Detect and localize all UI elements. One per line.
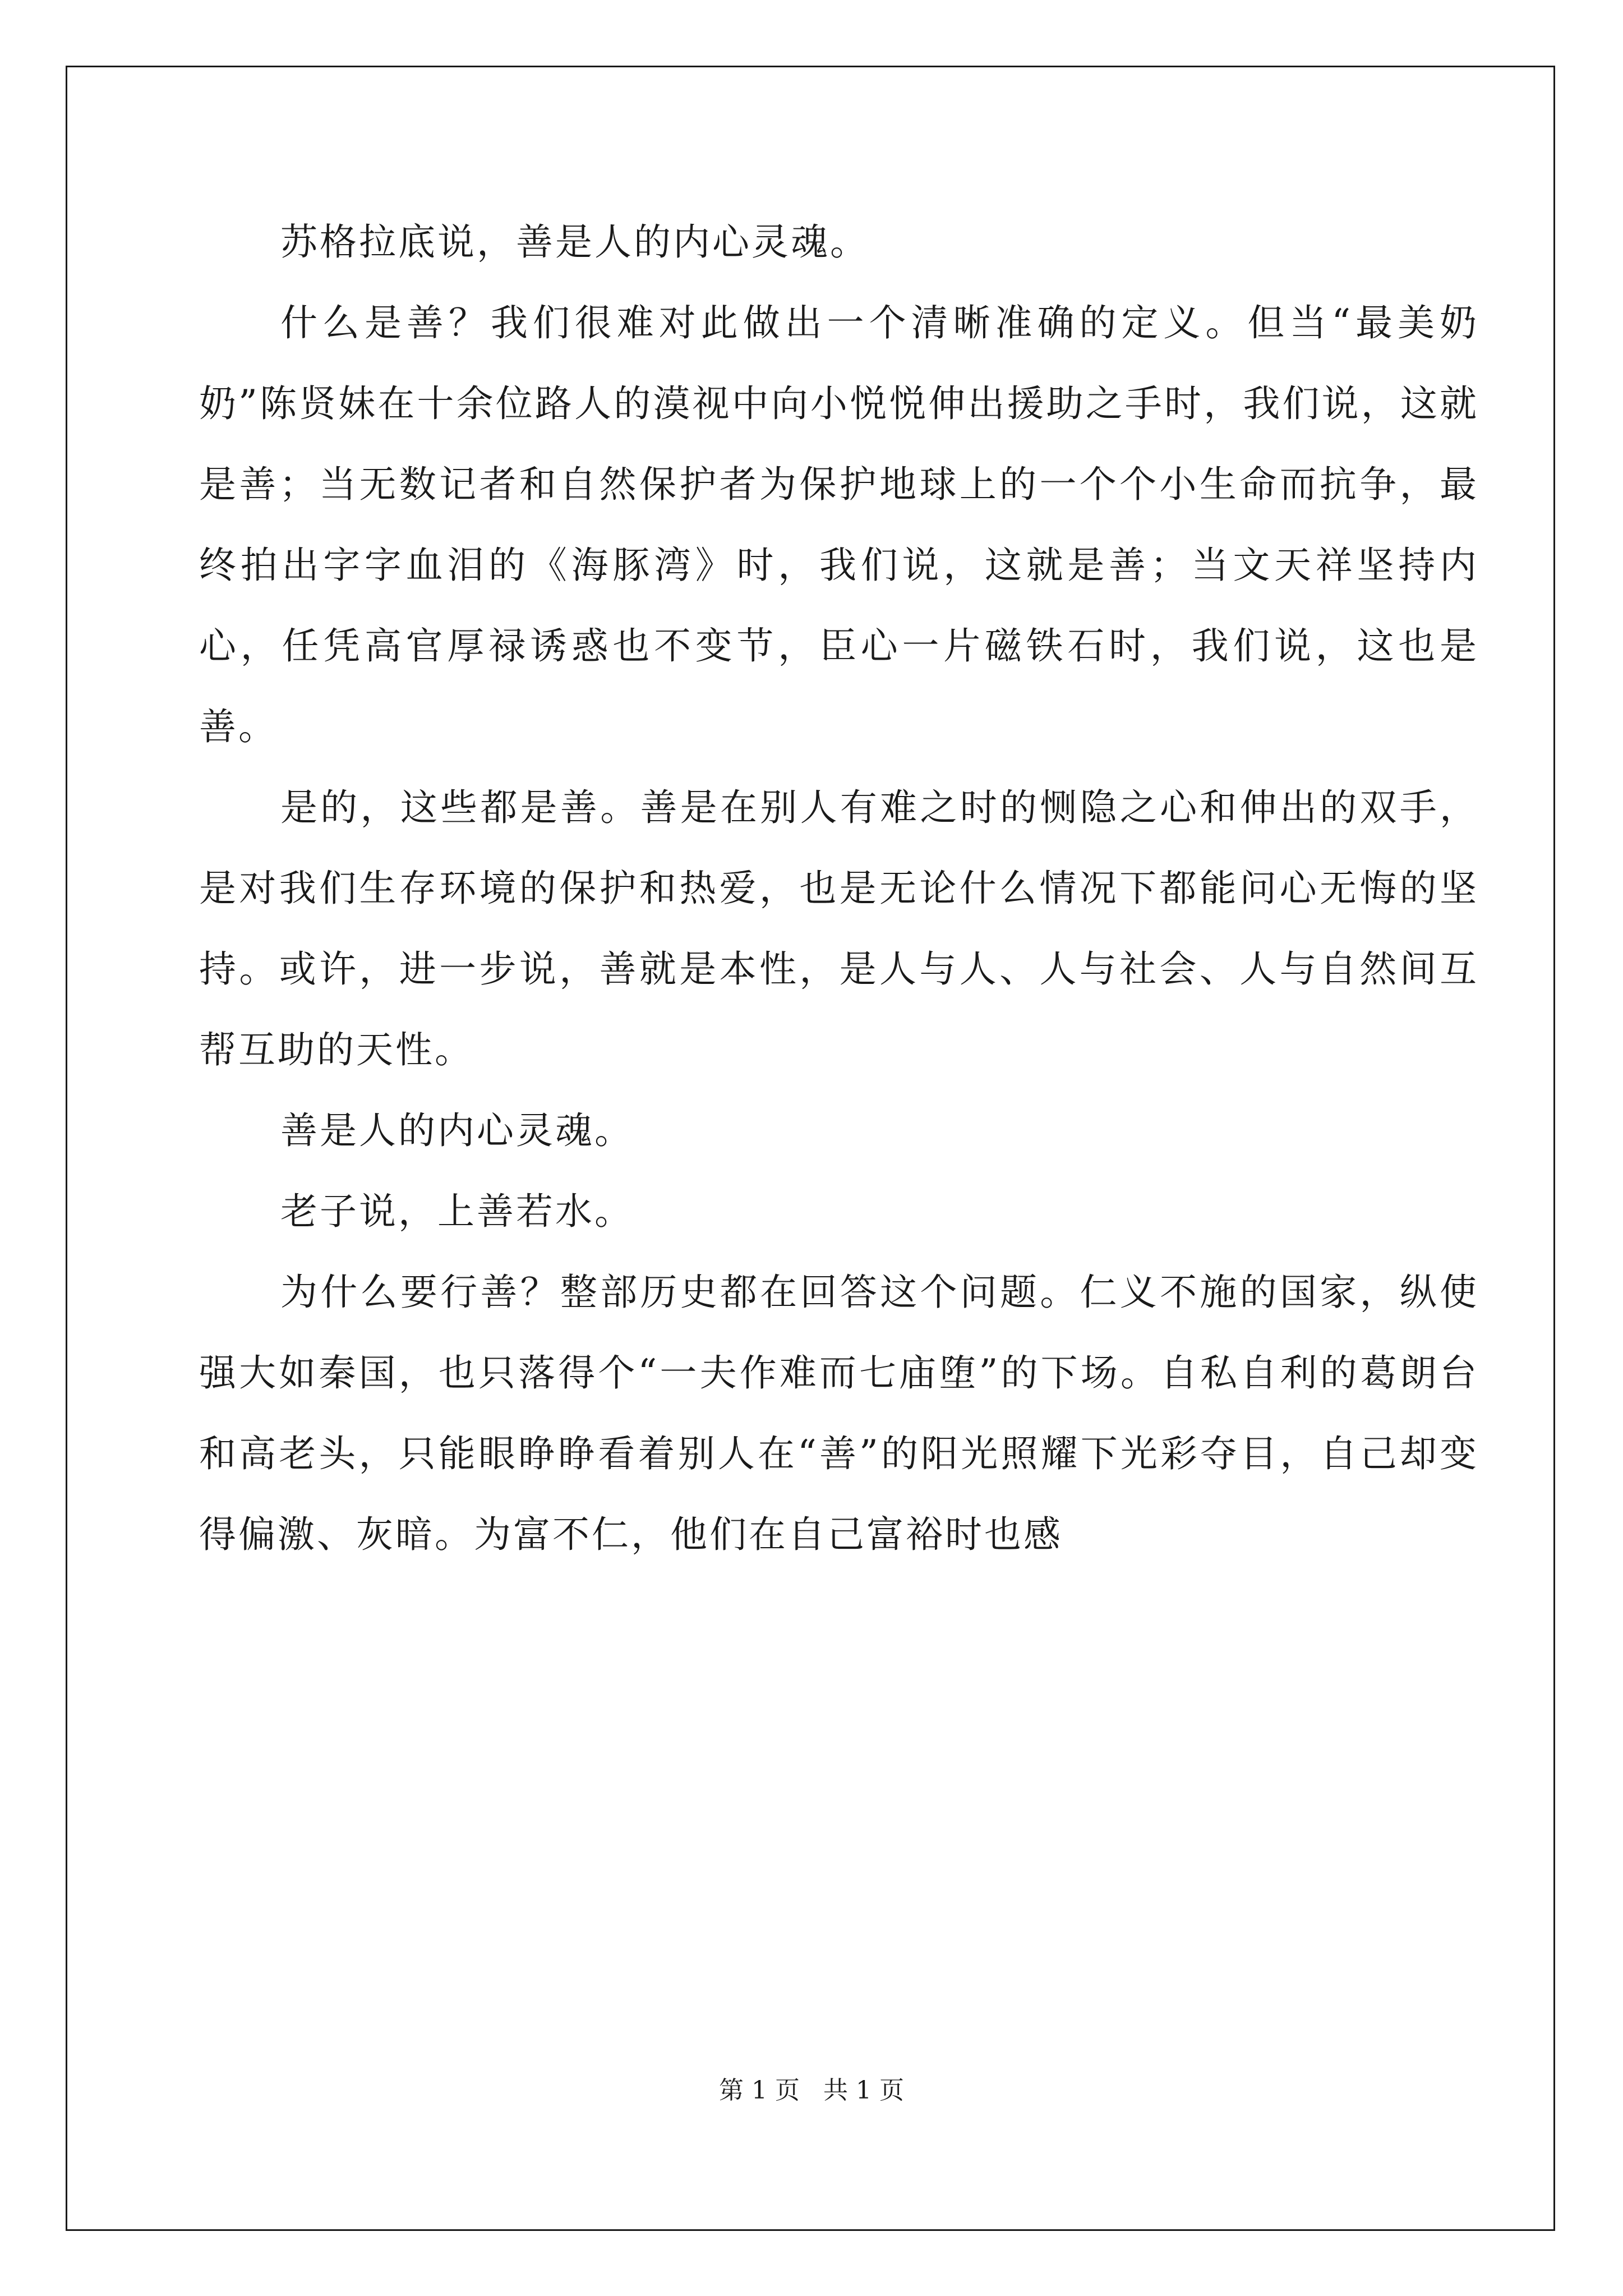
page-number: 第 1 页 共 1 页	[719, 2076, 904, 2105]
document-body	[199, 202, 1479, 1575]
paragraph: 是的，这些都是善。善是在别人有难之时的恻隐之心和伸出的双手，是对我们生存环境的保护和热爱，也是无论什么情况下都能问心无悔的坚持。或许，进一步说，善就是本性，是人与人、人与社会、人与自然间互帮互助的天性。	[199, 786, 1479, 1071]
paragraph: 什么是善？我们很难对此做出一个清晰准确的定义。但当“最美奶奶”陈贤妹在十余位路人的漠视中向小悦悦伸出援助之手时，我们说，这就是善；当无数记者和自然保护者为保护地球上的一个个小生命而抗争，最终拍出字字血泪的《海豚湾》时，我们说，这就是善；当文天祥坚持内心，任凭高官厚禄诱惑也不变节，臣心一片磁铁石时，我们说，这也是善。	[199, 301, 1479, 748]
paragraph: 老子说，上善若水。	[280, 1190, 634, 1233]
paragraph: 善是人的内心灵魂。	[280, 1109, 634, 1152]
paragraph: 为什么要行善？整部历史都在回答这个问题。仁义不施的国家，纵使强大如秦国，也只落得个“一夫作难而七庙堕”的下场。自私自利的葛朗台和高老头，只能眼睁睁看着别人在“善”的阳光照耀下光彩夺目，自己却变得偏激、灰暗。为富不仁，他们在自己富裕时也感	[199, 1271, 1479, 1556]
paragraph: 苏格拉底说，善是人的内心灵魂。	[280, 220, 869, 264]
